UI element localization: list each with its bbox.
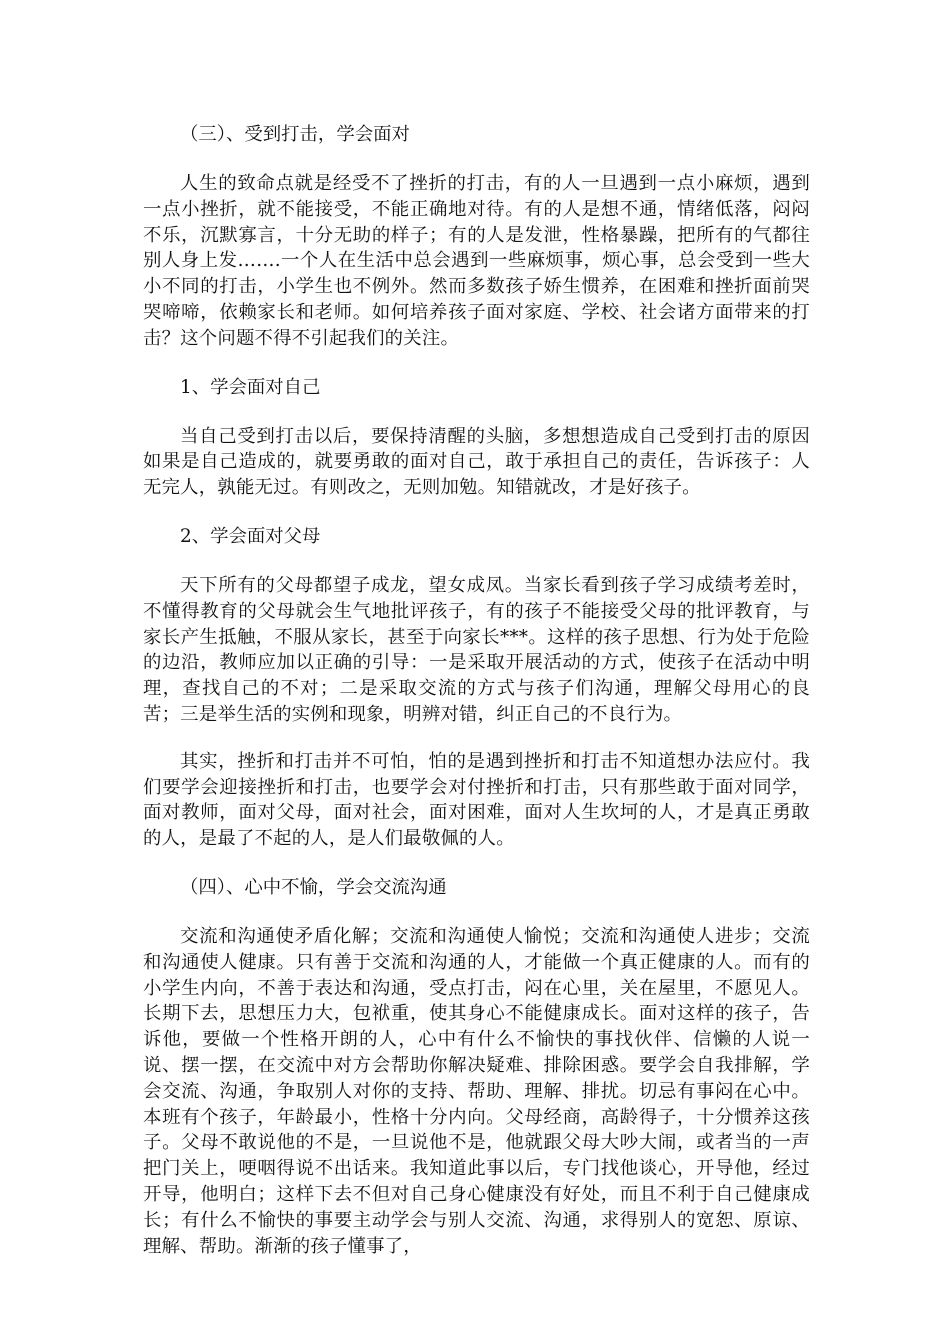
section-paragraph-3: 人生的致命点就是经受不了挫折的打击，有的人一旦遇到一点小麻烦，遇到一点小挫折，就不能接受，不能正确地对待。有的人是想不通，情绪低落，闷闷不乐，沉默寡言，十分无助的样子；有的人是发泄，性格暴躁，把所有的气都往别人身上发…….一个人在生活中总会遇到一些麻烦事，烦心事，总会受到一些大小不同的打击，小学生也不例外。然而多数孩子娇生惯养，在困难和挫折面前哭哭啼啼，依赖家长和老师。如何培养孩子面对家庭、学校、社会诸方面带来的打击？这个问题不得不引起我们的关注。 [143, 173, 810, 349]
section-heading-3: （三）、受到打击，学会面对 [180, 124, 410, 145]
summary-paragraph: 其实，挫折和打击并不可怕，怕的是遇到挫折和打击不知道想办法应付。我们要学会迎接挫折和打击，也要学会对付挫折和打击，只有那些敢于面对同学，面对教师，面对父母，面对社会，面对困难，面对人生坎坷的人，才是真正勇敢的人，是最了不起的人，是人们最敬佩的人。 [143, 750, 810, 850]
subsection-heading-face-self: 1、学会面对自己 [180, 376, 321, 398]
subsection-paragraph-face-parents: 天下所有的父母都望子成龙，望女成凤。当家长看到孩子学习成绩考差时，不懂得教育的父母就会生气地批评孩子，有的孩子不能接受父母的批评教育，与家长产生抵触，不服从家长，甚至于向家长***。这样的孩子思想、行为处于危险的边沿，教师应加以正确的引导：一是采取开展活动的方式，使孩子在活动中明理，查找自己的不对；二是采取交流的方式与孩子们沟通，理解父母用心的良苦；三是举生活的实例和现象，明辨对错，纠正自己的不良行为。 [143, 574, 810, 725]
document-body [143, 120, 810, 1280]
subsection-heading-face-parents: 2、学会面对父母 [180, 525, 321, 547]
section-heading-4: （四）、心中不愉，学会交流沟通 [180, 876, 447, 898]
section-paragraph-4: 交流和沟通使矛盾化解；交流和沟通使人愉悦；交流和沟通使人进步；交流和沟通使人健康。只有善于交流和沟通的人，才能做一个真正健康的人。而有的小学生内向，不善于表达和沟通，受点打击，闷在心里，关在屋里，不愿见人。长期下去，思想压力大，包袱重，使其身心不能健康成长。面对这样的孩子，告诉他，要做一个性格开朗的人，心中有什么不愉快的事找伙伴、信懒的人说一说、摆一摆，在交流中对方会帮助你解决疑难、排除困惑。要学会自我排解，学会交流、沟通，争取别人对你的支持、帮助、理解、排扰。切忌有事闷在心中。本班有个孩子，年龄最小，性格十分内向。父母经商，高龄得子，十分惯养这孩子。父母不敢说他的不是，一旦说他不是，他就跟父母大吵大闹，或者当的一声把门关上，哽咽得说不出话来。我知道此事以后，专门找他谈心，开导他，经过开导，他明白；这样下去不但对自己身心健康没有好处，而且不利于自己健康成长；有什么不愉快的事要主动学会与别人交流、沟通，求得别人的宽恕、原谅、理解、帮助。渐渐的孩子懂事了， [143, 925, 810, 1257]
subsection-paragraph-face-self: 当自己受到打击以后，要保持清醒的头脑，多想想造成自己受到打击的原因如果是自己造成的，就要勇敢的面对自己，敢于承担自己的责任，告诉孩子：人无完人，孰能无过。有则改之，无则加勉。知错就改，才是好孩子。 [143, 425, 810, 499]
